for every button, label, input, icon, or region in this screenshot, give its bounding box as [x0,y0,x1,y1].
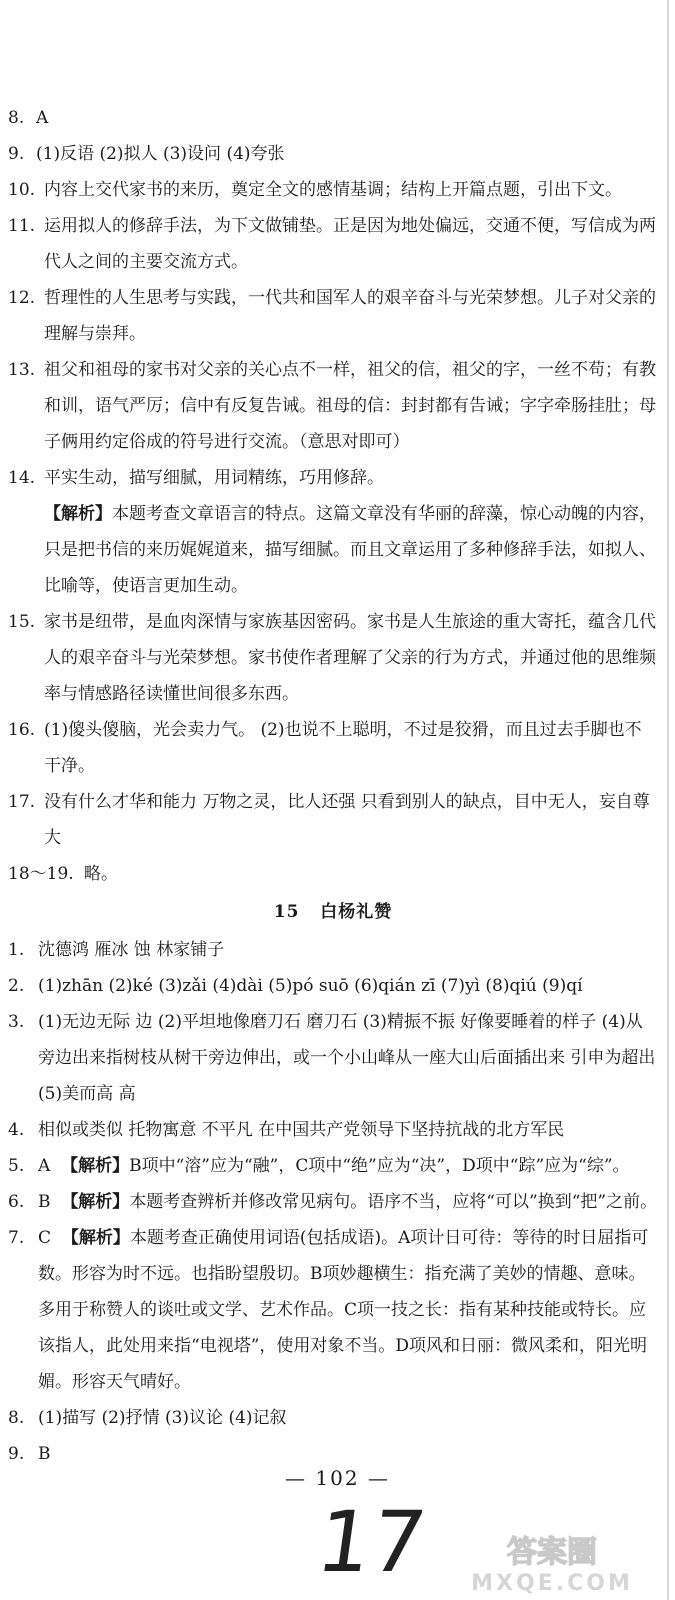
watermark-line1: 答案圈 [507,1535,597,1570]
section-number: 15 [273,902,300,922]
analysis-text: 本题考查文章语言的特点。这篇文章没有华丽的辞藻，惊心动魄的内容，只是把书信的来历娓娓道来，描写细腻。而且文章运用了多种修辞手法，如拟人、比喻等，使语言更加生动。 [44,504,656,596]
item-text: A [36,108,49,128]
item-number: 16. [8,720,36,740]
watermark-logo [437,1532,667,1596]
analysis-text: 本题考查正确使用词语(包括成语)。A项计日可待：等待的时日屈指可数。形容为时不远。也指盼望殷切。B项妙趣横生：指充满了美妙的情趣、意味。多用于称赞人的谈吐或文学、艺术作品。C项一技之长：指有某种技能或特长。应该指人，此处用来指“电视塔”，使用对象不当。D项风和日丽：微风柔和，阳光明媚。形容天气晴好。 [38,1228,649,1392]
item-number: 6. [8,1192,25,1212]
analysis-text: B项中“溶”应为“融”，C项中“绝”应为“决”，D项中“踪”应为“综”。 [129,1156,630,1176]
answer-item-11 [8,208,658,280]
answer-item-7 [8,1220,658,1400]
analysis-tag: 【解析】 [61,1228,130,1248]
item-text: 没有什么才华和能力 万物之灵，比人还强 只看到别人的缺点，目中无人，妄自尊大 [44,792,650,848]
item-text: (1)描写 (2)抒情 (3)议论 (4)记叙 [38,1408,287,1428]
item-number: 14. [8,468,36,488]
item-text: 运用拟人的修辞手法，为下文做铺垫。正是因为地处偏远，交通不便，写信成为两代人之间的主要交流方式。 [44,216,656,272]
section-name: 白杨礼赞 [320,902,393,922]
item-number: 13. [8,360,36,380]
item-text: (1)傻头傻脑，光会卖力气。 (2)也说不上聪明，不过是狡猾，而且过去手脚也不干净。 [44,720,642,776]
answer-item-15 [8,604,658,712]
analysis-tag: 【解析】 [44,504,112,524]
item-number: 4. [8,1120,25,1140]
item-text: B [38,1444,51,1464]
answer-item-8b [8,1400,658,1436]
item-text [38,1184,658,1220]
item-text [44,496,658,604]
item-number: 17. [8,792,36,812]
answer-item-13 [8,352,658,460]
item-text: 祖父和祖母的家书对父亲的关心点不一样，祖父的信，祖父的字，一丝不苟；有教和训，语气严厉；信中有反复告诫。祖母的信：封封都有告诫；字字牵肠挂肚；母子俩用约定俗成的符号进行交流。（意思对即可） [44,360,656,452]
answer-item-18-19 [8,856,658,892]
analysis-text: 本题考查辨析并修改常见病句。语序不当，应将“可以”换到“把”之前。 [129,1192,658,1212]
item-number: 11. [8,216,36,236]
item-number: 18～19. [8,864,74,884]
item-number: 9. [8,144,25,164]
item-text: (1)无边无际 边 (2)平坦地像磨刀石 磨刀石 (3)精振不振 好像要睡着的样子 (4)从旁边出来指树枝从树干旁边伸出，或一个小山峰从一座大山后面插出来 引申为超出 (5)美而高 高 [38,1012,656,1104]
item-number: 5. [8,1156,25,1176]
answer-item-4 [8,1112,658,1148]
item-number: 7. [8,1228,25,1248]
answer-item-14 [8,460,658,496]
item-number: 12. [8,288,36,308]
answer-item-12 [8,280,658,352]
item-text: (1)反语 (2)拟人 (3)设问 (4)夸张 [36,144,285,164]
item-number: 8. [8,1408,25,1428]
item-number: 2. [8,976,25,996]
item-text: 哲理性的人生思考与实践，一代共和国军人的艰辛奋斗与光荣梦想。儿子对父亲的理解与崇拜。 [44,288,656,344]
choice-answer: A [38,1156,51,1176]
watermark-line2: MXQE.COM [471,1571,633,1596]
answer-item-16 [8,712,658,784]
choice-answer: B [38,1192,51,1212]
handwritten-mark: 17 [311,1493,432,1591]
answer-item-17 [8,784,658,856]
answer-item-3 [8,1004,658,1112]
item-text: 内容上交代家书的来历，奠定全文的感情基调；结构上开篇点题，引出下文。 [44,180,622,200]
item-number: 15. [8,612,36,632]
item-text: 沈德鸿 雁冰 蚀 林家铺子 [38,940,225,960]
watermark-graphic [437,1532,667,1596]
item-text: 相似或类似 托物寓意 不平凡 在中国共产党领导下坚持抗战的北方军民 [38,1120,565,1140]
answer-item-8 [8,100,658,136]
scan-edge-line [667,0,669,1600]
item-text [38,1148,658,1184]
item-text: 平实生动，描写细腻，用词精练，巧用修辞。 [44,468,384,488]
item-number: 8. [8,108,25,128]
item-text: (1)zhān (2)ké (3)zǎi (4)dài (5)pó suō (6)qián zī (7)yì (8)qiú (9)qí [38,976,583,996]
analysis-tag: 【解析】 [61,1156,130,1176]
answer-item-10 [8,172,658,208]
answer-item-9 [8,136,658,172]
item-number [8,496,44,604]
analysis-tag: 【解析】 [61,1192,130,1212]
item-text: 家书是纽带，是血肉深情与家族基因密码。家书是人生旅途的重大寄托，蕴含几代人的艰辛奋斗与光荣梦想。家书使作者理解了父亲的行为方式，并通过他的思维频率与情感路径读懂世间很多东西。 [44,612,656,704]
analysis-14 [8,496,658,604]
choice-answer: C [38,1228,52,1248]
page-number: — 102 — [285,1466,390,1490]
section-title [8,892,658,932]
item-number: 9. [8,1444,25,1464]
answer-item-6 [8,1184,658,1220]
answer-item-2 [8,968,658,1004]
answer-item-5 [8,1148,658,1184]
item-number: 1. [8,940,25,960]
item-number: 3. [8,1012,25,1032]
answer-content [8,100,658,1472]
item-number: 10. [8,180,36,200]
answer-item-1 [8,932,658,968]
item-text [38,1220,658,1400]
item-text: 略。 [84,864,118,884]
